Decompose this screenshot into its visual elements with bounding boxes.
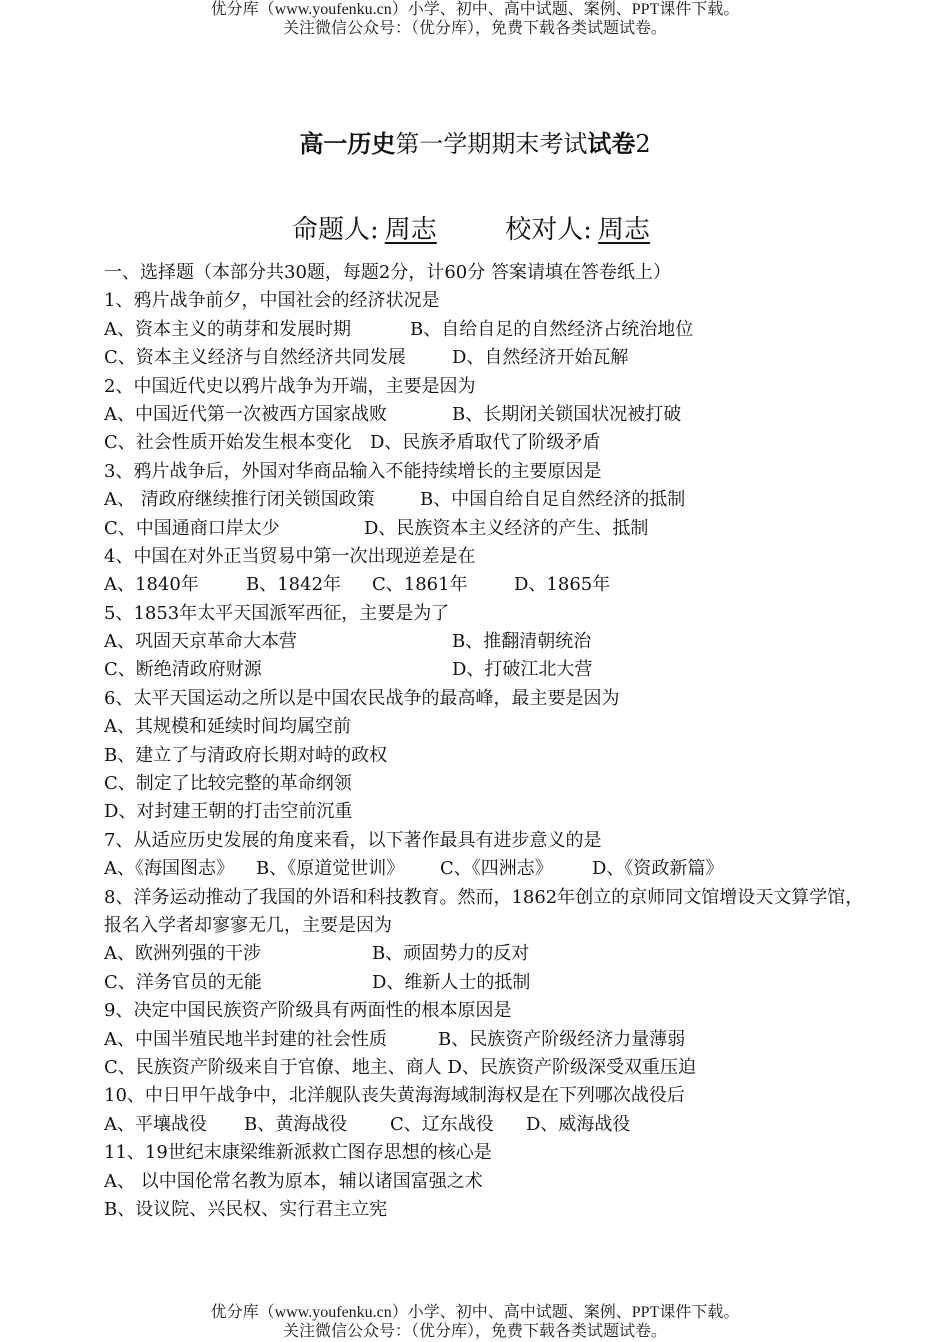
question-stem: 7、从适应历史发展的角度来看，以下著作最具有进步意义的是 (104, 829, 602, 851)
option-row (104, 940, 864, 968)
option: A、中国半殖民地半封建的社会性质 (104, 1028, 387, 1050)
option: D、《资政新篇》 (592, 858, 724, 880)
option-row (104, 316, 864, 344)
question-stem: 1、鸦片战争前夕，中国社会的经济状况是 (104, 290, 440, 312)
option: A、欧洲列强的干涉 (104, 943, 261, 965)
banner-line-1: 优分库（www.youfenku.cn）小学、初中、高中试题、案例、PPT课件下载。 (210, 1304, 740, 1321)
option: B、中国自给自足自然经济的抵制 (420, 489, 686, 511)
footer-banner (0, 1303, 950, 1341)
option: B、黄海战役 (244, 1113, 348, 1135)
option: A、1840年 (104, 574, 199, 596)
option: D、对封建王朝的打击空前沉重 (104, 801, 353, 823)
banner-line-2: 关注微信公众号：（优分库），免费下载各类试题试卷。 (282, 1323, 667, 1340)
option: B、设议院、兴民权、实行君主立宪 (104, 1198, 388, 1220)
question-stem: 9、决定中国民族资产阶级具有两面性的根本原因是 (104, 1000, 512, 1022)
option-row (104, 344, 864, 372)
title-part-1: 高一历史 (299, 129, 396, 158)
title-part-2: 第一学期期末考试 (395, 130, 588, 158)
question-stem: 3、鸦片战争后，外国对华商品输入不能持续增长的主要原因是 (104, 460, 602, 482)
section-heading: 一、选择题（本部分共30题，每题2分，计60分 答案请填在答卷纸上） (104, 262, 671, 283)
option-row (104, 571, 864, 599)
setter-label: 命题人: (291, 215, 379, 245)
page-title (0, 128, 950, 160)
title-part-4: 2 (635, 130, 651, 158)
option: C、1861年 (372, 574, 468, 596)
title-part-3: 试卷 (587, 129, 636, 158)
option-row (104, 855, 864, 883)
option-row (104, 486, 864, 514)
option-row (104, 1026, 864, 1054)
question-stem: 4、中国在对外正当贸易中第一次出现逆差是在 (104, 545, 476, 567)
option-row (104, 656, 864, 684)
option: B、长期闭关锁国状况被打破 (452, 403, 682, 425)
option: D、民族矛盾取代了阶级矛盾 (370, 432, 601, 454)
option: B、推翻清朝统治 (452, 631, 592, 653)
option-row (104, 1054, 864, 1082)
option: A、资本主义的萌芽和发展时期 (104, 318, 351, 340)
option: C、社会性质开始发生根本变化 (104, 432, 352, 454)
option-row (104, 628, 864, 656)
question-stem: 6、太平天国运动之所以是中国农民战争的最高峰，最主要是因为 (104, 687, 620, 709)
option: D、维新人士的抵制 (372, 971, 531, 993)
option-row (104, 1111, 864, 1139)
checker-label: 校对人: (505, 215, 593, 245)
option: C、断绝清政府财源 (104, 659, 262, 681)
exam-content (104, 259, 864, 1224)
option-row (104, 515, 864, 543)
question-stem: 10、中日甲午战争中，北洋舰队丧失黄海海域制海权是在下列哪次战役后 (104, 1085, 685, 1107)
option: B、建立了与清政府长期对峙的政权 (104, 744, 388, 766)
banner-line-2: 关注微信公众号：（优分库），免费下载各类试题试卷。 (282, 20, 667, 37)
option: A、平壤战役 (104, 1113, 207, 1135)
option: A、巩固天京革命大本营 (104, 631, 297, 653)
author-line (0, 212, 950, 248)
option: C、洋务官员的无能 (104, 971, 262, 993)
banner-line-1: 优分库（www.youfenku.cn）小学、初中、高中试题、案例、PPT课件下载。 (210, 1, 740, 18)
question-stem: 5、1853年太平天国派军西征，主要是为了 (104, 602, 450, 624)
checker-name: 周志 (598, 215, 651, 245)
option: D、威海战役 (526, 1113, 631, 1135)
setter-name: 周志 (384, 215, 437, 245)
option: C、民族资产阶级来自于官僚、地主、商人 (104, 1056, 442, 1078)
option: A、 清政府继续推行闭关锁国政策 (104, 489, 375, 511)
option-row (104, 969, 864, 997)
question-stem: 8、洋务运动推动了我国的外语和科技教育。然而，1862年创立的京师同文馆增设天文算学馆，报名入学者却寥寥无几，主要是因为 (104, 886, 864, 936)
option: C、辽东战役 (390, 1113, 494, 1135)
option: A、 以中国伦常名教为原本，辅以诸国富强之术 (104, 1170, 483, 1192)
option-row (104, 429, 864, 457)
option: B、顽固势力的反对 (372, 943, 530, 965)
option: A、《海国图志》 (104, 858, 234, 880)
option: D、打破江北大营 (452, 659, 593, 681)
option: D、民族资产阶级深受双重压迫 (447, 1056, 696, 1078)
option: B、《原道觉世训》 (256, 858, 405, 880)
question-stem: 2、中国近代史以鸦片战争为开端，主要是因为 (104, 375, 476, 397)
option: D、1865年 (514, 574, 611, 596)
option: B、民族资产阶级经济力量薄弱 (438, 1028, 686, 1050)
option: D、自然经济开始瓦解 (452, 347, 629, 369)
option: C、中国通商口岸太少 (104, 517, 280, 539)
option-row (104, 401, 864, 429)
header-banner (0, 0, 950, 38)
question-stem: 11、19世纪末康梁维新派救亡图存思想的核心是 (104, 1142, 492, 1164)
option: C、制定了比较完整的革命纲领 (104, 773, 352, 795)
option: D、民族资本主义经济的产生、抵制 (364, 517, 649, 539)
option: C、资本主义经济与自然经济共同发展 (104, 347, 406, 369)
option: A、中国近代第一次被西方国家战败 (104, 403, 387, 425)
option: B、1842年 (246, 574, 342, 596)
option: A、其规模和延续时间均属空前 (104, 716, 351, 738)
option: C、《四洲志》 (440, 858, 553, 880)
option: B、自给自足的自然经济占统治地位 (410, 318, 694, 340)
